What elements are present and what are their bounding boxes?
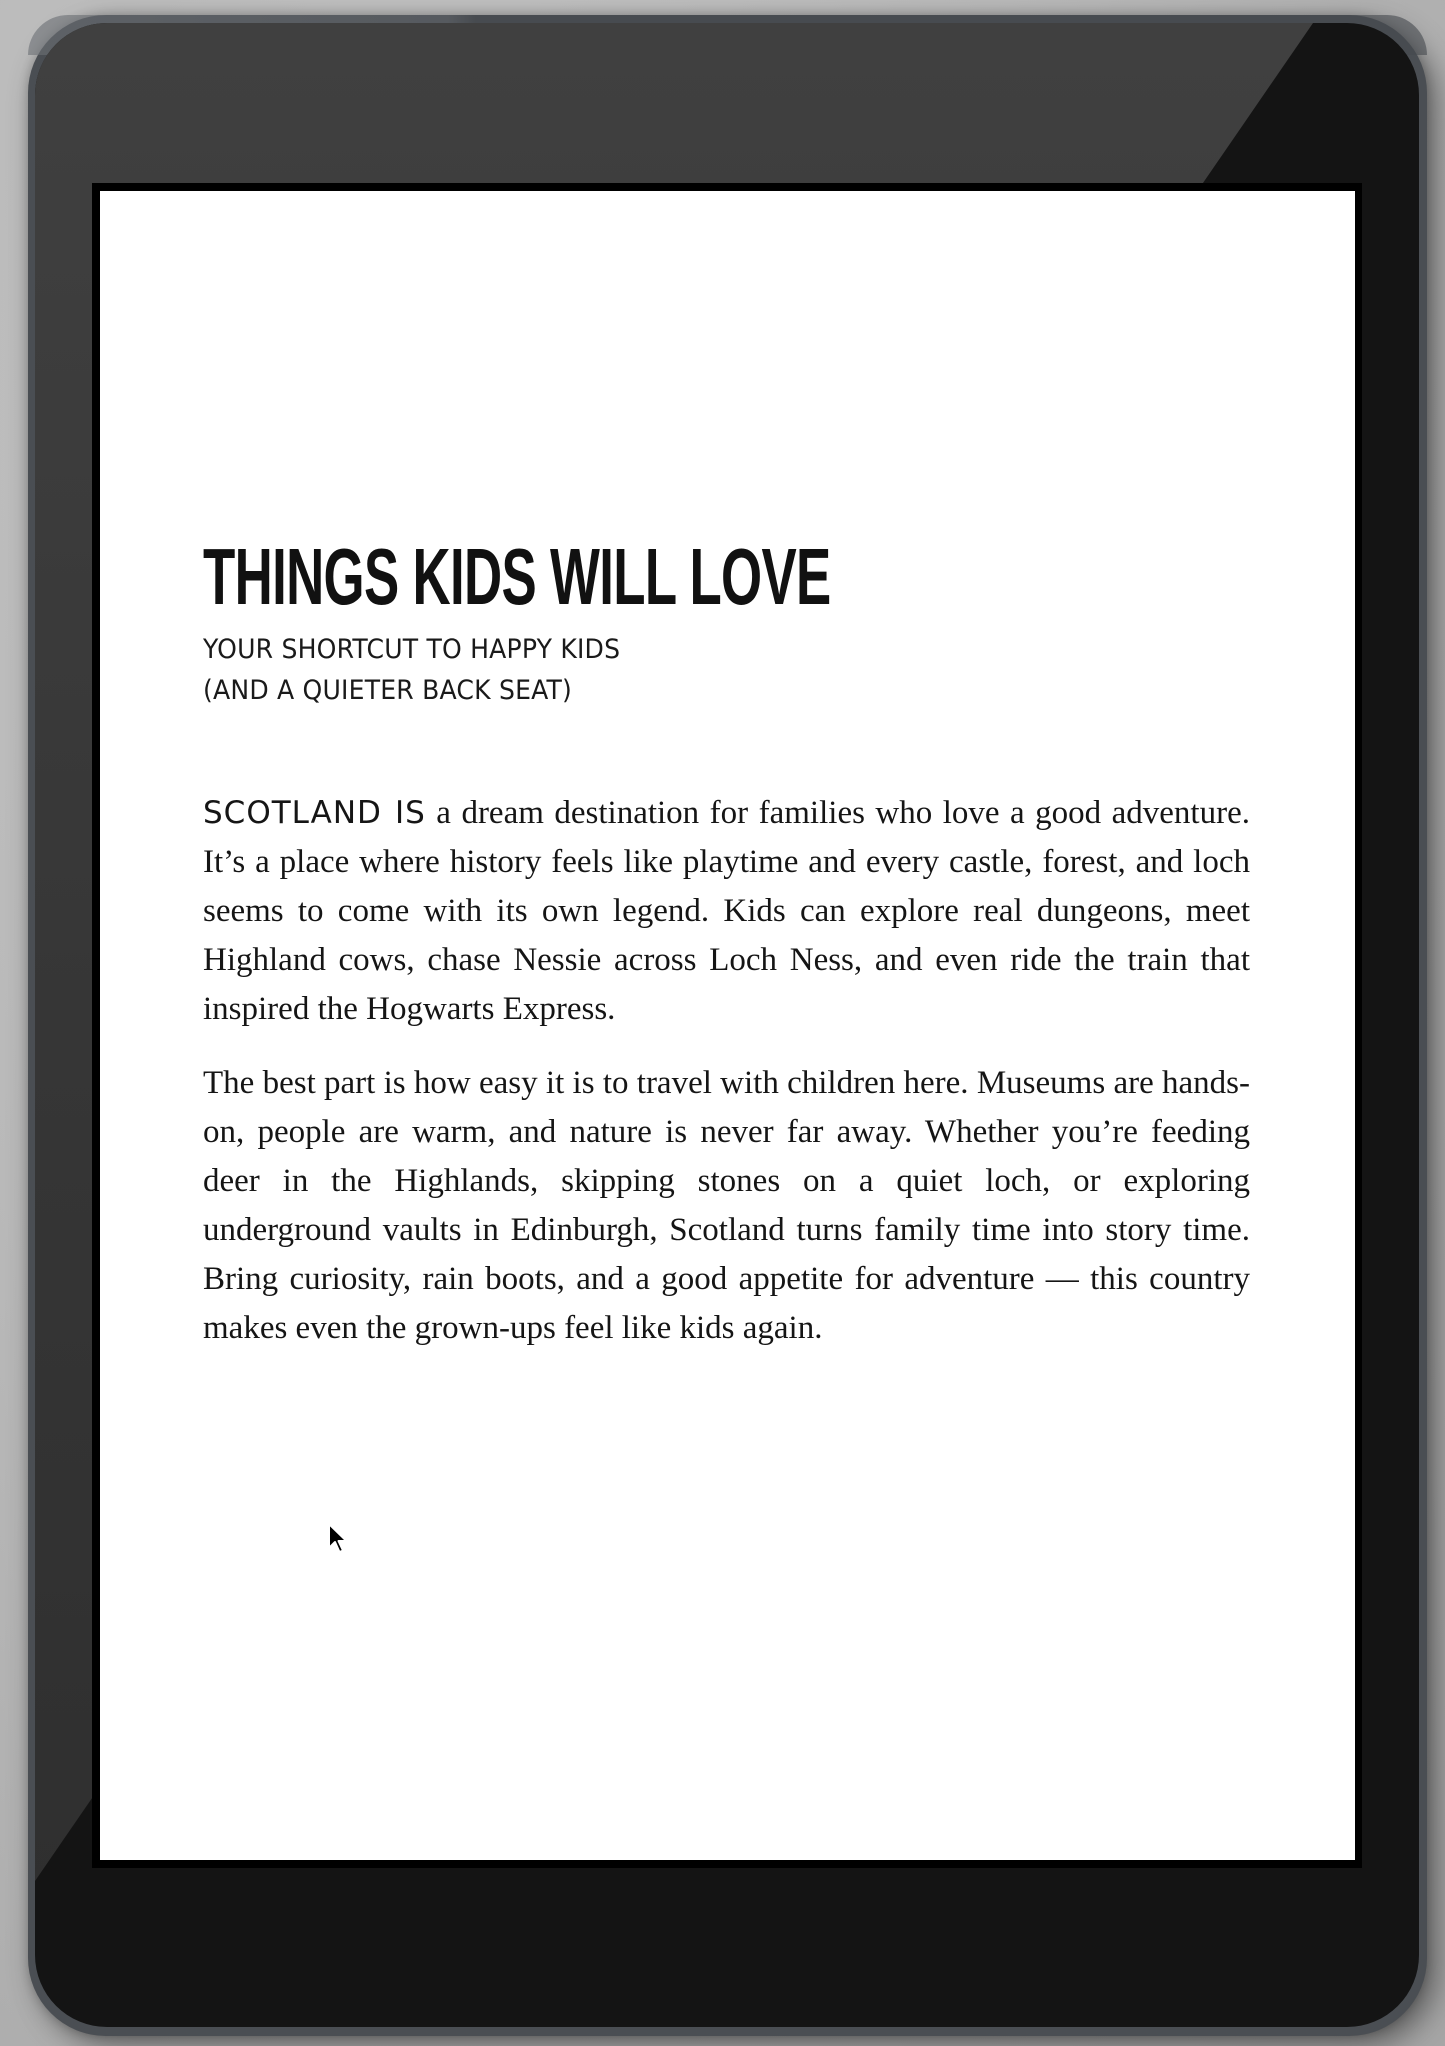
paragraph-intro bbox=[203, 789, 1250, 1034]
page-title: THINGS KIDS WILL LOVE bbox=[203, 532, 831, 621]
body-text bbox=[203, 789, 1250, 1378]
paragraph-text: The best part is how easy it is to travel with children here. Museums are hands-on, people are warm, and nature is never far away. Whether you’re feeding deer in the Highlands, skipping stones on a quiet loch, or exploring underground vaults in Edinburgh, Scotland turns family time into story time. Bring curiosity, rain boots, and a good appetite for adventure — this country makes even the grown-ups feel like kids again. bbox=[203, 1065, 1250, 1346]
lead-in-text: SCOTLAND IS bbox=[203, 795, 426, 831]
subtitle-line: YOUR SHORTCUT TO HAPPY KIDS bbox=[203, 634, 621, 665]
paragraph-second bbox=[203, 1059, 1250, 1353]
ebook-page[interactable] bbox=[100, 191, 1355, 1860]
page-subtitle bbox=[203, 629, 620, 711]
paragraph-text: a dream destination for families who love a good adventure. It’s a place where history feels like playtime and every castle, forest, and loch seems to come with its own legend. Kids can explore real dungeons, meet Highland cows, chase Nessie across Loch Ness, and even ride the train that inspired the Hogwarts Express. bbox=[203, 795, 1250, 1027]
subtitle-line: (AND A QUIETER BACK SEAT) bbox=[203, 675, 573, 706]
arrow-pointer-icon bbox=[327, 1522, 349, 1556]
